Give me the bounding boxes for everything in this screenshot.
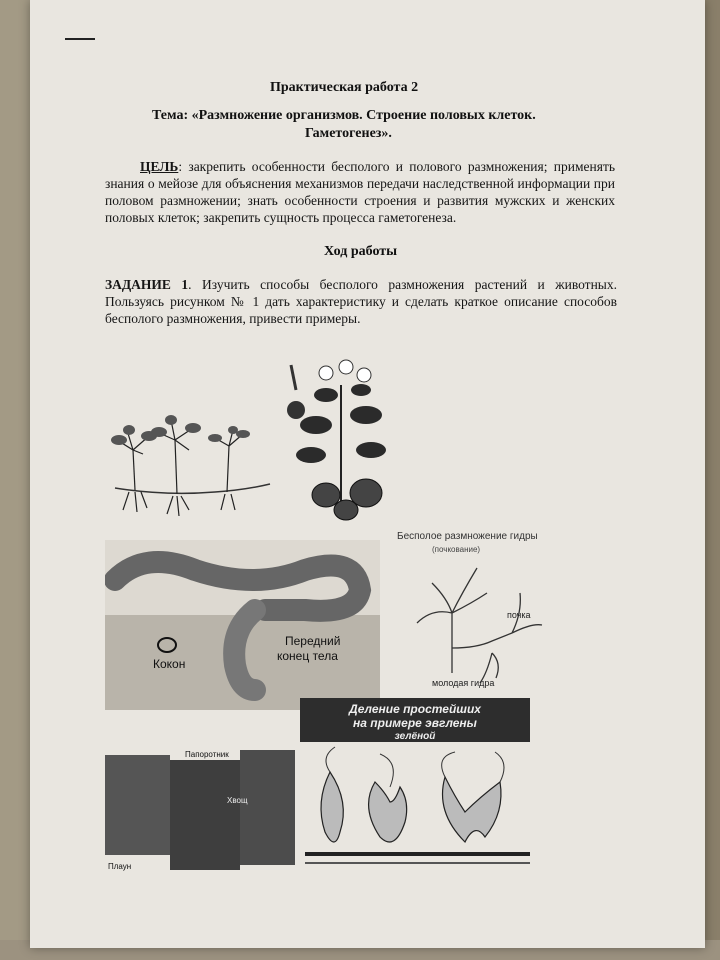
front-end-label-1: Передний [285,634,341,648]
potato-plant-figure [286,355,396,523]
task-label: ЗАДАНИЕ 1 [105,277,189,292]
goal-text: : закрепить особенности бесполого и полового размножения; применять знания о мейозе для объяснения механизмов передачи наследственной информации при половом размножении; знать особенности строения и развития мужских и женских половых клеток; закрепить сущность процесса гаметогенеза. [105,159,615,225]
progress-heading: Ход работы [324,244,398,259]
pen-mark [65,38,95,40]
clubmoss-photo [105,755,170,855]
euglena-title-1: Деление простейших [349,702,481,716]
euglena-title-3: зелёной [394,731,436,742]
horsetail-label: Хвощ [227,796,248,805]
document-title: Практическая работа 2 [270,80,419,95]
front-end-label-2: конец тела [277,649,338,663]
hydra-figure [392,528,552,693]
goal-label: ЦЕЛЬ [140,159,179,174]
theme-line-1: Тема: «Размножение организмов. Строение половых клеток. [152,108,536,123]
spore-plants-figure [105,750,300,875]
hydra-drawing [392,553,552,693]
cocoon-label: Кокон [153,657,186,671]
young-hydra-label: молодая гидра [432,678,495,688]
euglena-title-2: на примере эвглены [353,716,477,730]
euglena-heading [300,698,530,742]
horsetail-photo [240,750,295,865]
bud-label: почка [507,610,531,620]
clubmoss-label: Плаун [108,862,132,871]
earthworm-figure [105,540,380,710]
theme-line-2: Гаметогенез». [305,126,392,141]
fern-photo [170,760,240,870]
hydra-subtitle: (почкование) [432,545,481,554]
euglena-division-figure [305,742,530,877]
fern-label: Папоротник [185,750,229,759]
strawberry-runners-figure [105,410,275,520]
task-paragraph [105,276,617,327]
hydra-title: Бесполое размножение гидры [397,531,538,542]
goal-paragraph [105,158,615,226]
task-text: . Изучить способы бесполого размножения растений и животных. Пользуясь рисунком № 1 дать характеристику и сделать краткое описание способов бесполого размножения, привести примеры. [105,277,617,326]
